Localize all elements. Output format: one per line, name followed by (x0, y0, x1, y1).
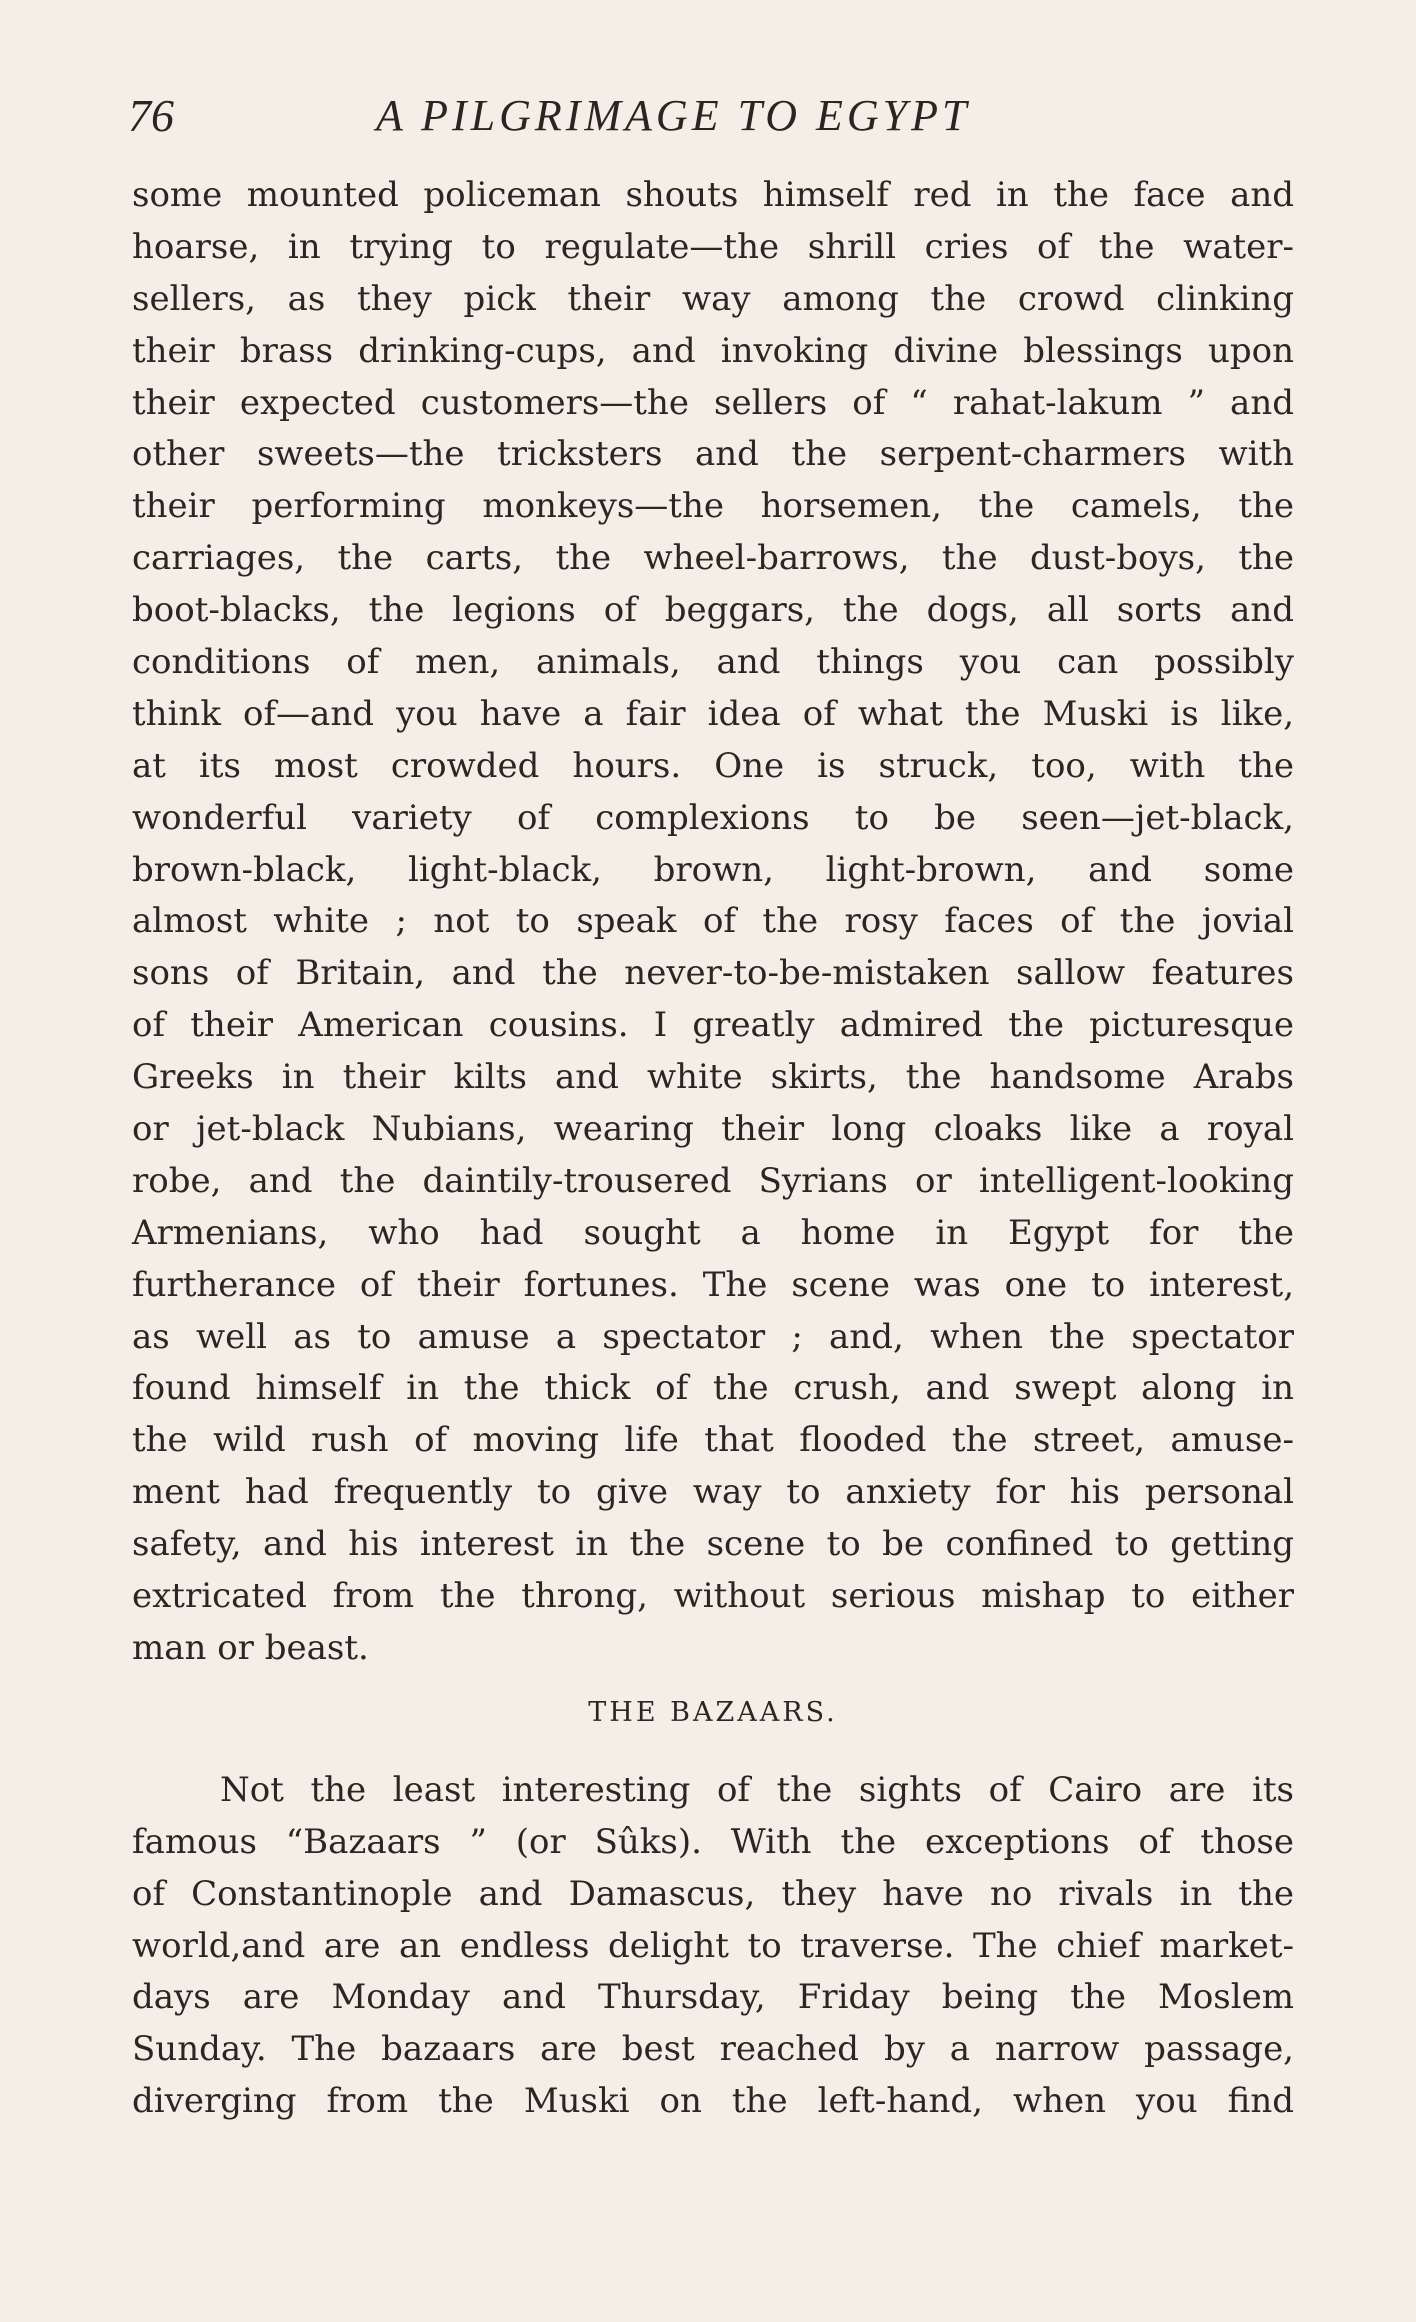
text-line: furtherance of their fortunes. The scene was one to interest, (132, 1264, 1294, 1305)
body-text (132, 170, 1294, 2128)
text-line: world,and are an endless delight to traverse. The chief market- (132, 1925, 1294, 1966)
text-line: Greeks in their kilts and white skirts, the handsome Arabs (132, 1057, 1294, 1098)
text-line: as well as to amuse a spectator ; and, when the spectator (132, 1316, 1294, 1357)
text-line: extricated from the throng, without serious mishap to either (132, 1576, 1294, 1617)
text-line: other sweets—the tricksters and the serpent-charmers with (132, 434, 1294, 475)
text-line: brown-black, light-black, brown, light-brown, and some (132, 849, 1294, 890)
running-title: A PILGRIMAGE TO EGYPT (376, 91, 971, 140)
text-line: man or beast. (132, 1627, 369, 1668)
text-line: safety, and his interest in the scene to be confined to getting (132, 1524, 1294, 1565)
text-line: of Constantinople and Damascus, they have no rivals in the (132, 1873, 1294, 1914)
text-line: some mounted policeman shouts himself red in the face and (132, 175, 1294, 215)
text-line: wonderful variety of complexions to be seen—jet-black, (132, 797, 1294, 838)
page-number: 76 (128, 90, 174, 141)
text-line: Not the least interesting of the sights of Cairo are its (220, 1769, 1294, 1810)
text-line: conditions of men, animals, and things you can possibly (132, 642, 1294, 683)
running-head (118, 88, 1298, 148)
text-line: ment had frequently to give way to anxiety for his personal (132, 1472, 1294, 1513)
text-line: robe, and the daintily-trousered Syrians or intelligent-looking (132, 1160, 1294, 1201)
text-line: famous “Bazaars ” (or Sûks). With the exceptions of those (132, 1821, 1294, 1862)
text-line: their expected customers—the sellers of “ rahat-lakum ” and (132, 382, 1294, 423)
text-line: days are Monday and Thursday, Friday being the Moslem (132, 1977, 1294, 2018)
text-line: the wild rush of moving life that flooded the street, amuse- (132, 1420, 1294, 1461)
text-line: or jet-black Nubians, wearing their long cloaks like a royal (132, 1109, 1294, 1150)
text-line: carriages, the carts, the wheel-barrows, the dust-boys, the (132, 538, 1294, 579)
text-line: almost white ; not to speak of the rosy faces of the jovial (132, 901, 1294, 942)
text-line: hoarse, in trying to regulate—the shrill cries of the water- (132, 226, 1294, 267)
paragraph-2 (132, 1765, 1294, 2128)
text-line: Sunday. The bazaars are best reached by a narrow passage, (132, 2029, 1294, 2070)
text-line: at its most crowded hours. One is struck, too, with the (132, 745, 1294, 786)
text-line: Armenians, who had sought a home in Egypt for the (132, 1212, 1294, 1253)
text-line: their performing monkeys—the horsemen, the camels, the (132, 486, 1294, 527)
text-line: boot-blacks, the legions of beggars, the dogs, all sorts and (132, 590, 1294, 631)
section-heading: THE BAZAARS. (588, 1696, 838, 1728)
text-line: diverging from the Muski on the left-hand, when you find (132, 2081, 1294, 2122)
text-line: sellers, as they pick their way among the crowd clinking (132, 278, 1294, 319)
text-line: sons of Britain, and the never-to-be-mistaken sallow features (132, 953, 1294, 994)
text-line: their brass drinking-cups, and invoking divine blessings upon (132, 330, 1294, 371)
paragraph-1 (132, 170, 1294, 1675)
text-line: think of—and you have a fair idea of what the Muski is like, (132, 693, 1294, 734)
text-line: found himself in the thick of the crush, and swept along in (132, 1368, 1294, 1409)
text-line: of their American cousins. I greatly admired the picturesque (132, 1005, 1294, 1046)
